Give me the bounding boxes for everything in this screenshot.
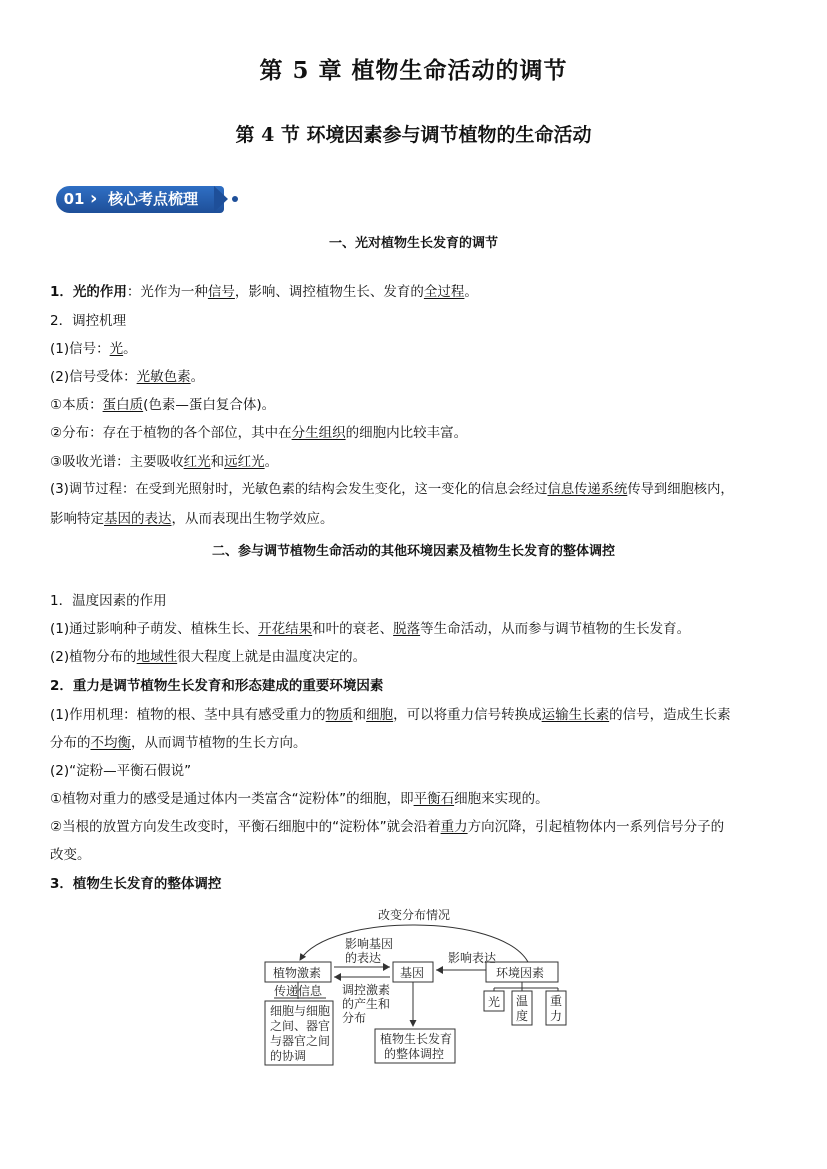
part1-line-2: 2．调控机理 xyxy=(50,313,127,329)
hormone-label: 植物激素 xyxy=(273,966,322,980)
part2-line-3: (2)植物分布的地域性很大程度上就是由温度决定的。 xyxy=(50,649,367,665)
part2-line-9: ②当根的放置方向发生改变时，平衡石细胞中的“淀粉体”就会沿着重力方向沉降，引起植物体内一系列信号分子的 xyxy=(50,819,725,835)
part1-line-9: 影响特定基因的表达，从而表现出生物学效应。 xyxy=(50,511,334,527)
part2-line-7: (2)“淀粉—平衡石假说” xyxy=(50,763,192,779)
part1-line-3: (1)信号：光。 xyxy=(50,341,137,357)
part1-heading: 一、光对植物生长发育的调节 xyxy=(328,236,498,251)
part2-line-1: 1．温度因素的作用 xyxy=(50,593,167,609)
coord-line-1: 细胞与细胞 xyxy=(270,1004,331,1018)
part2-line-5: (1)作用机理：植物的根、茎中具有感受重力的物质和细胞，可以将重力信号转换成运输生长素的信号，造成生长素 xyxy=(50,707,731,723)
part1-line-8: (3)调节过程：在受到光照射时，光敏色素的结构会发生变化，这一变化的信息会经过信息传递系统传导到细胞核内， xyxy=(50,482,734,497)
signal-label: 传递信息 xyxy=(274,984,323,998)
top-arc-label: 改变分布情况 xyxy=(378,908,451,922)
core-points-badge xyxy=(56,184,241,216)
badge-label: 核心考点梳理 xyxy=(108,190,199,208)
section-title: 第 4 节 环境因素参与调节植物的生命活动 xyxy=(235,124,592,146)
part1-line-5: ①本质：蛋白质(色素—蛋白复合体)。 xyxy=(50,397,276,413)
coord-line-4: 的协调 xyxy=(270,1049,307,1063)
part1-line-6: ②分布：存在于植物的各个部位，其中在分生组织的细胞内比较丰富。 xyxy=(50,425,468,441)
part2-line-4: 2．重力是调节植物生长发育和形态建成的重要环境因素 xyxy=(50,678,384,694)
light-label: 光 xyxy=(488,995,501,1009)
part2-heading: 二、参与调节植物生命活动的其他环境因素及植物生长发育的整体调控 xyxy=(211,544,615,559)
regulate-label-1: 调控激素 xyxy=(342,983,391,997)
temp-label-2: 度 xyxy=(516,1009,529,1023)
part1-line-4: (2)信号受体：光敏色素。 xyxy=(50,369,205,385)
badge-pill-tip xyxy=(214,186,228,212)
env-label: 环境因素 xyxy=(496,966,545,980)
badge-dot-icon xyxy=(232,196,238,202)
part1-line-1: 1．光的作用：光作为一种信号，影响、调控植物生长、发育的全过程。 xyxy=(50,284,478,300)
coord-line-3: 与器官之间 xyxy=(270,1034,331,1048)
coord-line-2: 之间、器官 xyxy=(270,1019,331,1033)
regulate-label-2: 的产生和 xyxy=(342,997,391,1011)
temp-label-1: 温 xyxy=(516,994,529,1008)
chapter-title: 第 5 章 植物生命活动的调节 xyxy=(259,57,568,84)
affect-gene-expr-1: 影响基因 xyxy=(345,937,394,951)
affect-expr-label: 影响表达 xyxy=(448,951,497,965)
regulate-label-3: 分布 xyxy=(342,1011,367,1025)
chevron-right-icon: › xyxy=(90,188,98,209)
affect-gene-expr-2: 的表达 xyxy=(345,951,382,965)
part2-line-11: 3．植物生长发育的整体调控 xyxy=(50,876,222,892)
part1-line-7: ③吸收光谱：主要吸收红光和远红光。 xyxy=(50,454,279,470)
overall-line-2: 的整体调控 xyxy=(384,1047,445,1061)
regulation-diagram xyxy=(260,905,570,1075)
part2-line-8: ①植物对重力的感受是通过体内一类富含“淀粉体”的细胞，即平衡石细胞来实现的。 xyxy=(50,791,549,807)
part2-line-10: 改变。 xyxy=(50,847,91,863)
part2-line-2: (1)通过影响种子萌发、植株生长、开花结果和叶的衰老、脱落等生命活动，从而参与调节植物的生长发育。 xyxy=(50,621,691,637)
gravity-label-2: 力 xyxy=(550,1009,563,1023)
gravity-label-1: 重 xyxy=(550,994,563,1008)
badge-number: 01 xyxy=(63,190,85,208)
gene-label: 基因 xyxy=(400,966,425,980)
overall-line-1: 植物生长发育 xyxy=(380,1032,453,1046)
part2-line-6: 分布的不均衡，从而调节植物的生长方向。 xyxy=(50,735,307,751)
